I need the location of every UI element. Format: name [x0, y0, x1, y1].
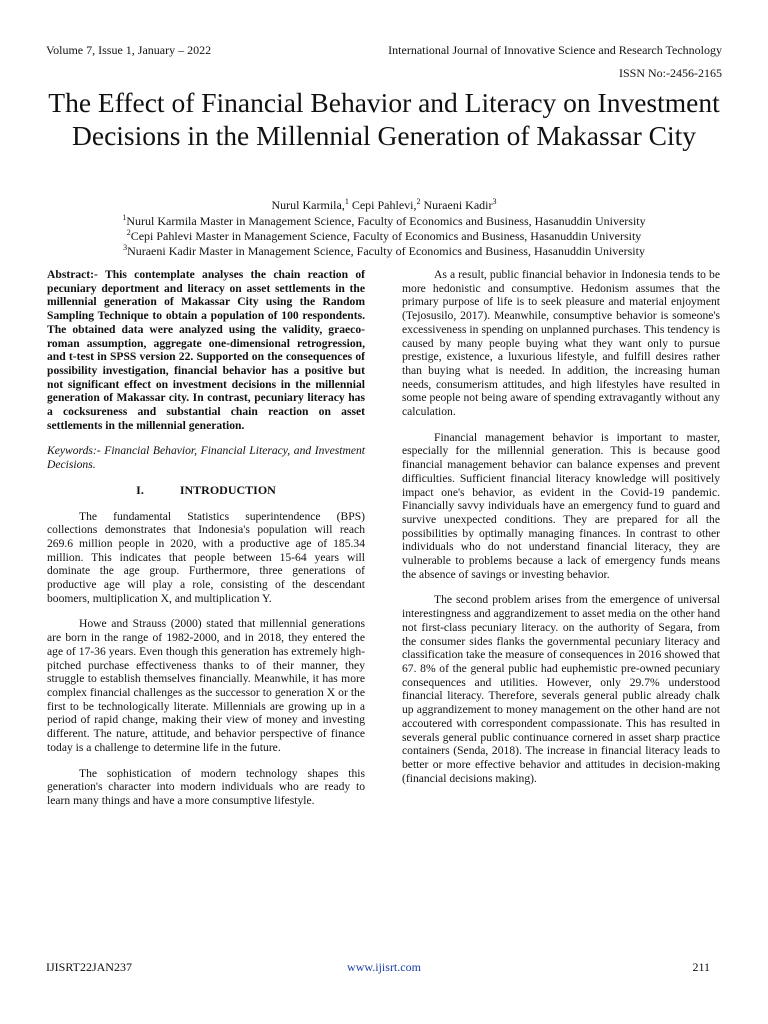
author-name: Nuraeni Kadir: [420, 198, 493, 212]
affiliation-text: Nuraeni Kadir Master in Management Science, Faculty of Economics and Business, Hasanuddin University: [127, 244, 645, 258]
affiliation-sup: 2: [126, 228, 131, 237]
body-paragraph: As a result, public financial behavior in Indonesia tends to be more hedonistic and consumptive. Hedonism assumes that the primary purpose of life is to seek pleasure and material enjoyment (Tejosusilo, 2017). Meanwhile, consumptive behavior is someone's excessiveness in spending on unplanned purchases. This tendency is caused by many people buying what they want only to pursue prestige, existence, a luxurious lifestyle, and fulfill desires rather than buying what is needed. In addition, the increasing human needs, consumerism attitudes, and high lifestyles have resulted in some people not being aware of spending extravagantly without any calculation.: [402, 268, 720, 419]
affiliation-sup: 1: [122, 213, 127, 222]
paper-code: IJISRT22JAN237: [46, 960, 132, 974]
body-paragraph: Howe and Strauss (2000) stated that millennial generations are born in the range of 1982-2000, and in 2018, they entered the age of 17-36 years. Even though this generation has extremely high-pitched purchase effectiveness thanks to of their manner, they struggle to establish themselves financially. Meanwhile, it has more complex financial challenges as the successor to generation X or the first to be technologically literate. Millennials are growing up in a period of rapid change, making their view of money and investing different. The nature, attitude, and behavior perspective of finance today is a challenge to determine life in the future.: [47, 617, 365, 754]
journal-name: International Journal of Innovative Science and Research Technology: [388, 43, 722, 57]
issn: ISSN No:-2456-2165: [618, 66, 722, 80]
section-title: INTRODUCTION: [179, 482, 276, 497]
keywords: Keywords:- Financial Behavior, Financial Literacy, and Investment Decisions.: [47, 444, 365, 472]
abstract: Abstract:- This contemplate analyses the chain reaction of pecuniary deportment and literacy on asset settlements in the millennial generation of Makassar City using the Random Sampling Technique to obtain a population of 100 respondents. The obtained data were analyzed using the validity, graeco-roman assumption, aggregate one-dimensional retrogression, and t-test in SPSS version 22. Supported on the consequences of possibility investigation, financial behavior has a positive but not significant effect on investment decisions in the millennial generation of Makassar city. In contrast, pecuniary literacy has a cocksureness and substantial chain reaction on asset settlements in the millennial generation.: [47, 268, 365, 432]
affiliation-text: Nurul Karmila Master in Management Science, Faculty of Economics and Business, Hasanuddin University: [126, 214, 646, 228]
body-paragraph: Financial management behavior is important to master, especially for the millennial generation. This is because good financial management behavior can balance expenses and prevent difficulties. Sufficient financial literacy knowledge will positively impact one's behavior, as evident in the Covid-19 pandemic. Financially savvy individuals have an emergency fund to guard and survive unexpected conditions. They are prepared for all the possibilities by optimally managing finances. In contrast to other individuals who do not understand financial literacy, they are vulnerable to problems because a lack of emergency funds means the absence of savings or investing behavior.: [402, 430, 720, 581]
section-heading: [47, 484, 365, 498]
left-column: [47, 268, 365, 820]
affiliation: [0, 244, 768, 259]
body-paragraph: The fundamental Statistics superintendence (BPS) collections demonstrates that Indonesia's population will reach 269.6 million people in 2020, with a productive age of 185.34 million. This indicates that people between 15-64 years will dominate the age group. Furthermore, three generations of productive age will play a role, consisting of the descendant boomers, multiplication X, and multiplication Y.: [47, 509, 365, 605]
journal-volume: Volume 7, Issue 1, January – 2022: [46, 43, 212, 57]
section-number: I.: [136, 482, 144, 497]
author-name: Cepi Pahlevi,: [348, 198, 417, 212]
page-number: 211: [692, 960, 710, 974]
right-column: [402, 268, 720, 797]
body-paragraph: The sophistication of modern technology shapes this generation's character into modern individuals who are ready to learn many things and have a more consumptive lifestyle.: [47, 766, 365, 807]
author-name: Nurul Karmila,: [271, 198, 345, 212]
affiliation-text: Cepi Pahlevi Master in Management Science, Faculty of Economics and Business, Hasanuddin University: [130, 229, 642, 243]
author-sup: 3: [492, 197, 497, 206]
paper-title: The Effect of Financial Behavior and Literacy on Investment Decisions in the Millennial Generation of Makassar City: [48, 87, 720, 151]
journal-website-link[interactable]: www.ijisrt.com: [347, 960, 421, 974]
author-sup: 2: [416, 197, 421, 206]
author-list: [0, 198, 768, 213]
body-paragraph: The second problem arises from the emergence of universal interestingness and aggrandizement to asset media on the other hand not first-class pecuniary literacy. on the authority of Segara, from the consumer sides flanks the governmental pecuniary literacy and classification take the measure of consequences in 2016 showed that 67. 8% of the general public had euphemistic pre-owned pecuniary consequences and utilities. However, only 29.7% understood financial literacy. Therefore, severals general public already chalk up aggrandizement to money management on the other hand are not accoutered with correspondent compassionate. This has resulted in severals general public continuance cornered in asset sharp practice containers (Senda, 2018). The increase in financial literacy leads to better or more effective behavior and attitudes in decision-making (financial decisions making).: [402, 593, 720, 785]
author-sup: 1: [344, 197, 349, 206]
affiliation: [0, 229, 768, 244]
affiliation: [0, 214, 768, 229]
affiliation-sup: 3: [123, 243, 128, 252]
